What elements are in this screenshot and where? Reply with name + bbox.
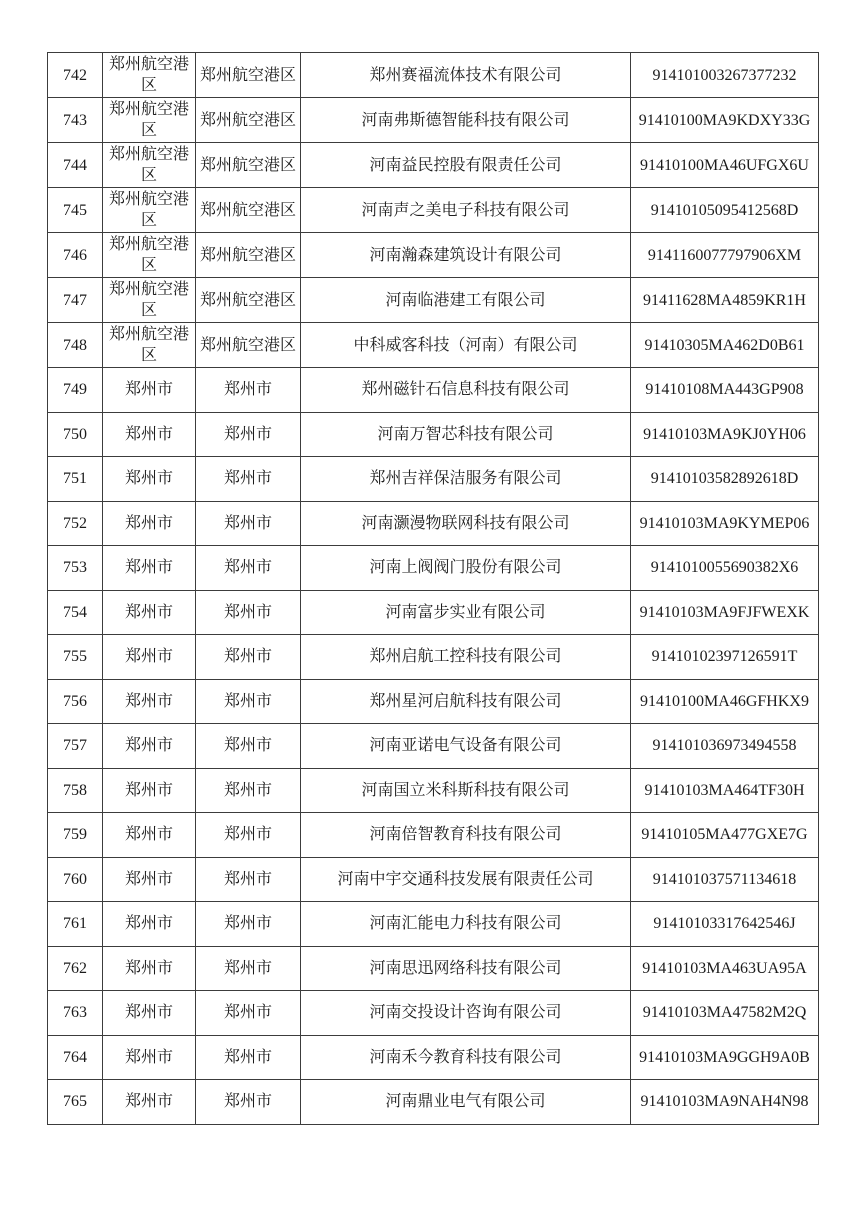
cell-region-a: 郑州市 xyxy=(103,724,196,769)
cell-region-a: 郑州市 xyxy=(103,768,196,813)
cell-seq: 751 xyxy=(48,457,103,502)
cell-region-b: 郑州航空港区 xyxy=(196,323,301,368)
cell-credit-code: 91410103MA9KYMEP06 xyxy=(631,501,819,546)
cell-company-name: 中科威客科技（河南）有限公司 xyxy=(301,323,631,368)
cell-region-a: 郑州航空港区 xyxy=(103,188,196,233)
cell-seq: 746 xyxy=(48,233,103,278)
cell-seq: 760 xyxy=(48,857,103,902)
cell-region-a: 郑州市 xyxy=(103,635,196,680)
cell-region-b: 郑州市 xyxy=(196,635,301,680)
cell-region-b: 郑州市 xyxy=(196,1080,301,1125)
cell-region-b: 郑州航空港区 xyxy=(196,53,301,98)
cell-region-a: 郑州航空港区 xyxy=(103,98,196,143)
table-row xyxy=(48,278,819,323)
cell-region-b: 郑州航空港区 xyxy=(196,233,301,278)
cell-credit-code: 91410103MA9KJ0YH06 xyxy=(631,412,819,457)
cell-credit-code: 91410100MA46UFGX6U xyxy=(631,143,819,188)
cell-seq: 756 xyxy=(48,679,103,724)
cell-seq: 744 xyxy=(48,143,103,188)
table-row xyxy=(48,233,819,278)
table-row xyxy=(48,857,819,902)
cell-company-name: 河南中宇交通科技发展有限责任公司 xyxy=(301,857,631,902)
cell-region-a: 郑州市 xyxy=(103,857,196,902)
cell-region-a: 郑州市 xyxy=(103,590,196,635)
cell-credit-code: 91410105MA477GXE7G xyxy=(631,813,819,858)
companies-table xyxy=(47,52,819,1125)
cell-region-b: 郑州市 xyxy=(196,991,301,1036)
cell-company-name: 河南上阀阀门股份有限公司 xyxy=(301,546,631,591)
cell-seq: 743 xyxy=(48,98,103,143)
cell-region-a: 郑州市 xyxy=(103,368,196,413)
cell-credit-code: 91410103317642546J xyxy=(631,902,819,947)
cell-seq: 764 xyxy=(48,1035,103,1080)
cell-credit-code: 91410103MA47582M2Q xyxy=(631,991,819,1036)
cell-seq: 757 xyxy=(48,724,103,769)
cell-company-name: 郑州赛福流体技术有限公司 xyxy=(301,53,631,98)
cell-region-b: 郑州市 xyxy=(196,768,301,813)
cell-credit-code: 91410103MA464TF30H xyxy=(631,768,819,813)
table-row xyxy=(48,412,819,457)
cell-company-name: 河南益民控股有限责任公司 xyxy=(301,143,631,188)
cell-company-name: 河南禾今教育科技有限公司 xyxy=(301,1035,631,1080)
cell-region-b: 郑州市 xyxy=(196,1035,301,1080)
cell-credit-code: 91410103582892618D xyxy=(631,457,819,502)
cell-company-name: 郑州磁针石信息科技有限公司 xyxy=(301,368,631,413)
cell-region-b: 郑州市 xyxy=(196,679,301,724)
cell-seq: 753 xyxy=(48,546,103,591)
cell-region-a: 郑州航空港区 xyxy=(103,233,196,278)
cell-region-b: 郑州航空港区 xyxy=(196,143,301,188)
table-row xyxy=(48,813,819,858)
table-row xyxy=(48,946,819,991)
cell-credit-code: 91410305MA462D0B61 xyxy=(631,323,819,368)
cell-credit-code: 91410102397126591T xyxy=(631,635,819,680)
cell-seq: 742 xyxy=(48,53,103,98)
cell-region-a: 郑州市 xyxy=(103,946,196,991)
cell-region-b: 郑州市 xyxy=(196,724,301,769)
cell-credit-code: 91410103MA9GGH9A0B xyxy=(631,1035,819,1080)
cell-region-b: 郑州航空港区 xyxy=(196,278,301,323)
companies-table-body xyxy=(48,53,819,1125)
cell-region-a: 郑州市 xyxy=(103,813,196,858)
cell-credit-code: 9141160077797906XM xyxy=(631,233,819,278)
cell-company-name: 河南亚诺电气设备有限公司 xyxy=(301,724,631,769)
cell-company-name: 郑州吉祥保洁服务有限公司 xyxy=(301,457,631,502)
cell-company-name: 河南鼎业电气有限公司 xyxy=(301,1080,631,1125)
cell-region-b: 郑州市 xyxy=(196,546,301,591)
cell-region-a: 郑州航空港区 xyxy=(103,323,196,368)
table-row xyxy=(48,98,819,143)
cell-credit-code: 914101036973494558 xyxy=(631,724,819,769)
cell-seq: 747 xyxy=(48,278,103,323)
cell-region-b: 郑州市 xyxy=(196,368,301,413)
cell-credit-code: 914101003267377232 xyxy=(631,53,819,98)
cell-region-b: 郑州市 xyxy=(196,857,301,902)
cell-company-name: 河南瀚森建筑设计有限公司 xyxy=(301,233,631,278)
table-row xyxy=(48,902,819,947)
cell-region-a: 郑州市 xyxy=(103,501,196,546)
cell-company-name: 河南国立米科斯科技有限公司 xyxy=(301,768,631,813)
table-row xyxy=(48,724,819,769)
table-row xyxy=(48,679,819,724)
cell-company-name: 河南万智芯科技有限公司 xyxy=(301,412,631,457)
cell-region-a: 郑州航空港区 xyxy=(103,278,196,323)
cell-seq: 755 xyxy=(48,635,103,680)
table-row xyxy=(48,501,819,546)
cell-credit-code: 91410105095412568D xyxy=(631,188,819,233)
table-row xyxy=(48,635,819,680)
table-row xyxy=(48,368,819,413)
cell-region-a: 郑州航空港区 xyxy=(103,143,196,188)
cell-seq: 762 xyxy=(48,946,103,991)
cell-company-name: 郑州启航工控科技有限公司 xyxy=(301,635,631,680)
cell-region-b: 郑州市 xyxy=(196,813,301,858)
cell-region-b: 郑州市 xyxy=(196,457,301,502)
cell-credit-code: 914101037571134618 xyxy=(631,857,819,902)
cell-credit-code: 91410108MA443GP908 xyxy=(631,368,819,413)
cell-company-name: 河南思迅网络科技有限公司 xyxy=(301,946,631,991)
table-row xyxy=(48,546,819,591)
cell-seq: 752 xyxy=(48,501,103,546)
cell-credit-code: 91410103MA9FJFWEXK xyxy=(631,590,819,635)
table-row xyxy=(48,143,819,188)
cell-seq: 750 xyxy=(48,412,103,457)
cell-region-a: 郑州市 xyxy=(103,991,196,1036)
cell-company-name: 河南灏漫物联网科技有限公司 xyxy=(301,501,631,546)
table-row xyxy=(48,768,819,813)
cell-region-a: 郑州市 xyxy=(103,1035,196,1080)
cell-company-name: 河南声之美电子科技有限公司 xyxy=(301,188,631,233)
table-row xyxy=(48,1035,819,1080)
cell-region-b: 郑州市 xyxy=(196,501,301,546)
cell-company-name: 河南弗斯德智能科技有限公司 xyxy=(301,98,631,143)
table-row xyxy=(48,457,819,502)
cell-region-a: 郑州市 xyxy=(103,902,196,947)
table-row xyxy=(48,991,819,1036)
cell-seq: 748 xyxy=(48,323,103,368)
cell-credit-code: 91410100MA9KDXY33G xyxy=(631,98,819,143)
table-row xyxy=(48,53,819,98)
cell-seq: 765 xyxy=(48,1080,103,1125)
cell-company-name: 河南倍智教育科技有限公司 xyxy=(301,813,631,858)
table-row xyxy=(48,1080,819,1125)
cell-company-name: 郑州星河启航科技有限公司 xyxy=(301,679,631,724)
cell-company-name: 河南临港建工有限公司 xyxy=(301,278,631,323)
cell-credit-code: 91410100MA46GFHKX9 xyxy=(631,679,819,724)
cell-credit-code: 91410103MA9NAH4N98 xyxy=(631,1080,819,1125)
cell-seq: 758 xyxy=(48,768,103,813)
cell-company-name: 河南交投设计咨询有限公司 xyxy=(301,991,631,1036)
cell-region-a: 郑州市 xyxy=(103,546,196,591)
cell-region-a: 郑州市 xyxy=(103,679,196,724)
cell-region-b: 郑州市 xyxy=(196,902,301,947)
cell-region-b: 郑州航空港区 xyxy=(196,98,301,143)
cell-credit-code: 91411628MA4859KR1H xyxy=(631,278,819,323)
cell-seq: 745 xyxy=(48,188,103,233)
cell-region-a: 郑州市 xyxy=(103,1080,196,1125)
cell-seq: 749 xyxy=(48,368,103,413)
cell-region-b: 郑州市 xyxy=(196,946,301,991)
table-row xyxy=(48,188,819,233)
table-row xyxy=(48,323,819,368)
cell-region-b: 郑州航空港区 xyxy=(196,188,301,233)
cell-seq: 754 xyxy=(48,590,103,635)
cell-credit-code: 9141010055690382X6 xyxy=(631,546,819,591)
cell-region-a: 郑州市 xyxy=(103,457,196,502)
cell-seq: 761 xyxy=(48,902,103,947)
cell-seq: 759 xyxy=(48,813,103,858)
cell-seq: 763 xyxy=(48,991,103,1036)
cell-company-name: 河南富步实业有限公司 xyxy=(301,590,631,635)
cell-region-b: 郑州市 xyxy=(196,590,301,635)
cell-region-a: 郑州市 xyxy=(103,412,196,457)
table-row xyxy=(48,590,819,635)
cell-credit-code: 91410103MA463UA95A xyxy=(631,946,819,991)
cell-region-b: 郑州市 xyxy=(196,412,301,457)
cell-region-a: 郑州航空港区 xyxy=(103,53,196,98)
cell-company-name: 河南汇能电力科技有限公司 xyxy=(301,902,631,947)
